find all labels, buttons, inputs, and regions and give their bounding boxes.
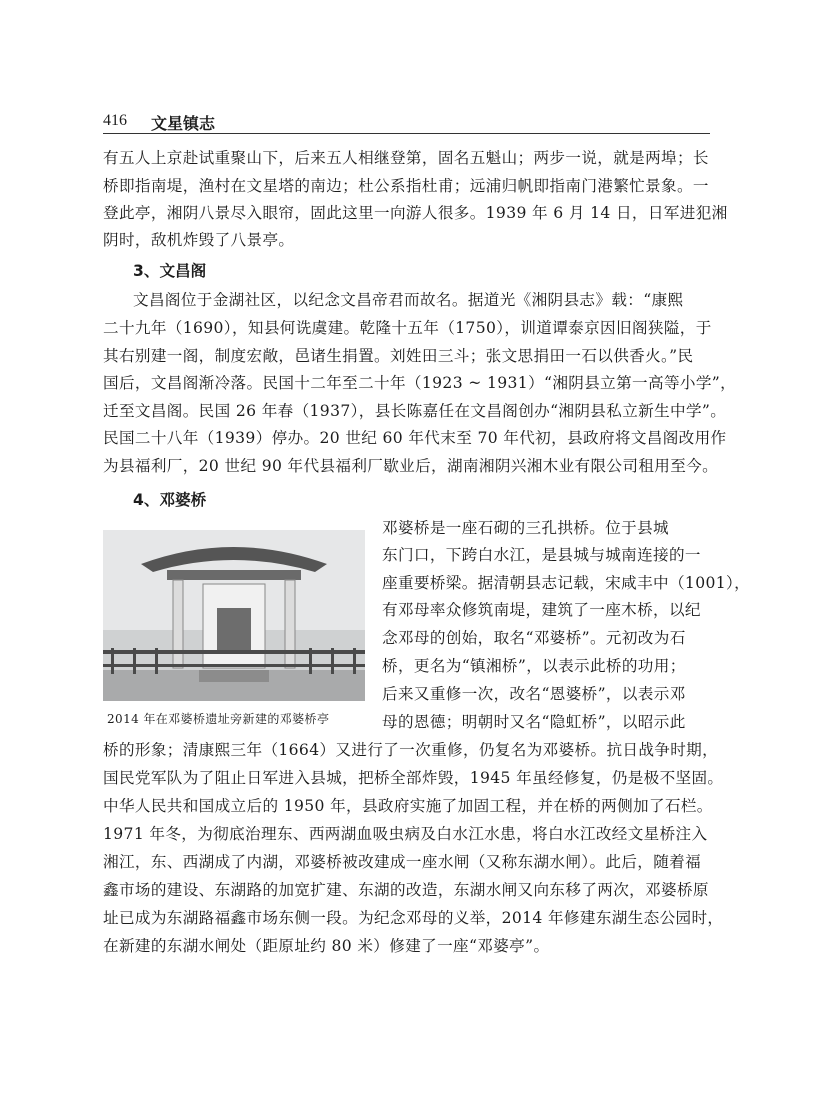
text-line: 1971 年冬，为彻底治理东、西两湖血吸虫病及白水江水患，将白水江改经文星桥注入 [103,825,708,843]
section-heading-3: 3、文昌阁 [133,262,207,280]
text-line: 湘江，东、西湖成了内湖，邓婆桥被改建成一座水闸（又称东湖水闸）。此后，随着福 [103,853,702,871]
text-line: 国民党军队为了阻止日军进入县城，把桥全部炸毁，1945 年虽经修复，仍是极不坚固。 [103,769,724,787]
text-line: 母的恩德；明朝时又名“隐虹桥”，以昭示此 [382,713,686,731]
page-number: 416 [103,112,127,129]
text-line: 文昌阁位于金湖社区，以纪念文昌帝君而故名。据道光《湘阴县志》载：“康熙 [133,291,684,309]
text-line: 国后，文昌阁渐冷落。民国十二年至二十年（1923 ~ 1931）“湘阴县立第一高等小学”， [103,374,737,392]
pavilion-photo [103,530,365,701]
text-line: 二十九年（1690），知县何诜虞建。乾隆十五年（1750），训道谭泰京因旧阁狭隘，于 [103,319,712,337]
text-line: 其右别建一阁，制度宏敞，邑诸生捐置。刘姓田三斗；张文思捐田一石以供香火。”民 [103,347,694,365]
text-line: 民国二十八年（1939）停办。20 世纪 60 年代末至 70 年代初，县政府将文昌阁改用作 [103,429,727,447]
text-line: 鑫市场的建设、东湖路的加宽扩建、东湖的改造，东湖水闸又向东移了两次，邓婆桥原 [103,881,709,899]
text-line: 念邓母的创始，取名“邓婆桥”。元初改为石 [382,629,686,647]
text-line: 有邓母率众修筑南堤，建筑了一座木桥，以纪 [382,601,701,619]
text-line: 后来又重修一次，改名“恩婆桥”，以表示邓 [382,685,686,703]
pavilion-image [103,530,365,701]
text-line: 有五人上京赴试重聚山下，后来五人相继登第，固名五魁山；两步一说，就是两埠；长 [103,149,709,167]
text-line: 桥，更名为“镇湘桥”，以表示此桥的功用； [382,657,686,675]
text-line: 桥的形象；清康熙三年（1664）又进行了一次重修，仍复名为邓婆桥。抗日战争时期， [103,741,719,759]
text-line: 桥即指南堤，渔村在文星塔的南边；杜公系指杜甫；远浦归帆即指南门港繁忙景象。一 [103,177,709,195]
text-line: 中华人民共和国成立后的 1950 年，县政府实施了加固工程，并在桥的两侧加了石栏。 [103,797,713,815]
text-line: 登此亭，湘阴八景尽入眼帘，固此这里一向游人很多。1939 年 6 月 14 日，日军进犯湘 [103,204,728,222]
text-line: 东门口，下跨白水江，是县城与城南连接的一 [382,546,701,564]
book-title: 文星镇志 [151,114,216,133]
text-line: 为县福利厂，20 世纪 90 年代县福利厂歇业后，湖南湘阴兴湘木业有限公司租用至今。 [103,457,719,475]
header-rule [103,133,710,134]
text-line: 迁至文昌阁。民国 26 年春（1937），县长陈嘉任在文昌阁创办“湘阴县私立新生中学”。 [103,402,727,420]
text-line: 座重要桥梁。据清朝县志记载，宋咸丰中（1001）， [382,574,751,592]
text-line: 邓婆桥是一座石砌的三孔拱桥。位于县城 [382,519,669,537]
text-line: 阴时，敌机炸毁了八景亭。 [103,231,295,249]
text-line: 址已成为东湖路福鑫市场东侧一段。为纪念邓母的义举，2014 年修建东湖生态公园时， [103,909,724,927]
photo-caption: 2014 年在邓婆桥遗址旁新建的邓婆桥亭 [107,712,330,726]
text-line: 在新建的东湖水闸处（距原址约 80 米）修建了一座“邓婆亭”。 [103,937,550,955]
section-heading-4: 4、邓婆桥 [133,491,207,509]
